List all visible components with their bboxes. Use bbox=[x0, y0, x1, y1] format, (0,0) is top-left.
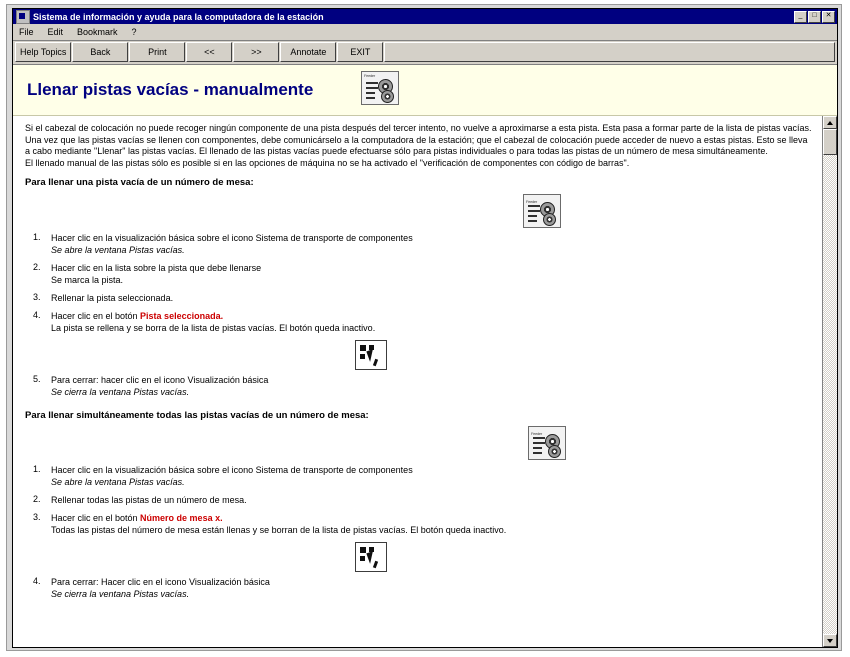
maximize-glyph: □ bbox=[812, 11, 817, 19]
icon-bar bbox=[533, 442, 545, 444]
help-text-body bbox=[13, 116, 822, 647]
step-content bbox=[51, 576, 812, 600]
icon-bar bbox=[533, 437, 545, 439]
step-content bbox=[51, 494, 812, 506]
annotate-button[interactable]: Annotate bbox=[280, 42, 336, 62]
step-sub-text: Se marca la pista. bbox=[51, 274, 124, 285]
minimize-button[interactable] bbox=[794, 11, 807, 23]
icon-caption: Feeder bbox=[531, 431, 542, 436]
chevron-up-icon bbox=[827, 121, 833, 125]
close-button[interactable] bbox=[822, 11, 835, 23]
step-number: 1. bbox=[33, 231, 41, 242]
scrollbar-track[interactable] bbox=[823, 129, 837, 634]
window-controls bbox=[794, 11, 835, 23]
list-item bbox=[25, 512, 812, 536]
icon-bar bbox=[528, 210, 540, 212]
step-sub-text: Se abre la ventana Pistas vacías. bbox=[51, 477, 185, 487]
basic-view-icon bbox=[355, 340, 387, 370]
steps-list-1-cont bbox=[25, 374, 812, 398]
header-icon-wrapper bbox=[361, 71, 399, 105]
step-content bbox=[51, 292, 812, 304]
step-main-text: Para cerrar: hacer clic en el icono Visualización básica bbox=[51, 374, 269, 385]
icon-block bbox=[360, 345, 366, 351]
icon-caption: Feeder bbox=[526, 198, 537, 204]
step-main-prefix: Hacer clic en el botón bbox=[51, 310, 141, 321]
gear-icon bbox=[548, 445, 561, 458]
steps-list-2-cont bbox=[25, 576, 812, 600]
scroll-up-button[interactable] bbox=[823, 116, 837, 129]
step-sub-text: Se cierra la ventana Pistas vacías. bbox=[51, 386, 190, 397]
scroll-down-button[interactable] bbox=[823, 634, 837, 647]
icon-bar bbox=[366, 97, 375, 99]
maximize-button[interactable] bbox=[808, 11, 821, 23]
icon-bar bbox=[366, 87, 378, 89]
icon-bar bbox=[533, 447, 542, 449]
step-number: 2. bbox=[33, 494, 41, 504]
icon-block bbox=[360, 556, 365, 561]
step-main-prefix: Hacer clic en el botón bbox=[51, 513, 141, 523]
step-number: 3. bbox=[33, 291, 41, 302]
section-heading-2: Para llenar simultáneamente todas las pistas vacías de un número de mesa: bbox=[25, 409, 369, 421]
scrollable-body bbox=[13, 116, 837, 647]
window-title: Sistema de información y ayuda para la computadora de la estación bbox=[33, 11, 324, 22]
list-item bbox=[25, 262, 812, 286]
help-book-icon bbox=[16, 10, 30, 24]
intro-paragraph-2: Una vez que las pistas vacías se llenen con componentes, debe comunicárselo a la computadora de la estación; que el cabezal de colocación puede acceder de nuevo a estas pistas. Esto se lleva a cabo mediante "Llenar" las pistas vacías. El llenado de las pistas vacías puede efectuarse sólo para pistas individuales o para todas las pistas de un número de mesa simultáneamente. bbox=[25, 134, 808, 156]
step-sub-text: Se abre la ventana Pistas vacías. bbox=[51, 244, 185, 255]
icon-block bbox=[360, 354, 365, 359]
toolbar-filler bbox=[384, 42, 835, 62]
menu-file[interactable]: File bbox=[19, 27, 34, 37]
step-sub-text: La pista se rellena y se borra de la lista de pistas vacías. El botón queda inactivo. bbox=[51, 322, 376, 333]
step-content bbox=[51, 374, 812, 398]
help-window bbox=[12, 8, 838, 648]
list-item bbox=[25, 292, 812, 304]
menu-edit[interactable]: Edit bbox=[47, 27, 64, 37]
icon-bar bbox=[528, 220, 537, 222]
close-glyph: ✕ bbox=[825, 11, 832, 19]
step-sub-text: Todas las pistas del número de mesa están llenas y se borran de la lista de pistas vacías. El botón queda inactivo. bbox=[51, 525, 507, 535]
step-main-text: Hacer clic en la visualización básica sobre el icono Sistema de transporte de componentes bbox=[51, 465, 413, 475]
previous-button[interactable]: << bbox=[186, 42, 232, 62]
step-sub-text: Se cierra la ventana Pistas vacías. bbox=[51, 589, 190, 599]
list-item bbox=[25, 374, 812, 398]
section-heading-1: Para llenar una pista vacía de un número de mesa: bbox=[25, 177, 254, 188]
menu-help[interactable]: ? bbox=[131, 27, 137, 37]
gear-icon bbox=[381, 90, 394, 103]
step-number: 4. bbox=[33, 576, 41, 586]
component-transport-system-icon bbox=[528, 426, 566, 460]
step-content bbox=[51, 464, 812, 488]
step-number: 5. bbox=[33, 373, 41, 384]
gear-icon bbox=[543, 213, 556, 226]
menu-bookmark[interactable]: Bookmark bbox=[77, 27, 118, 37]
icon-caption: Feeder bbox=[364, 73, 375, 78]
menubar bbox=[13, 24, 837, 41]
icon-bar bbox=[528, 205, 540, 207]
icon-bar bbox=[366, 92, 375, 94]
step-main-text: Rellenar la pista seleccionada. bbox=[51, 292, 174, 303]
document-header bbox=[13, 65, 837, 116]
content-area bbox=[13, 65, 837, 647]
exit-button[interactable]: EXIT bbox=[337, 42, 383, 62]
list-item bbox=[25, 464, 812, 488]
back-button[interactable]: Back bbox=[72, 42, 128, 62]
icon-bar bbox=[528, 215, 537, 217]
list-item bbox=[25, 576, 812, 600]
step-main-text: Rellenar todas las pistas de un número de mesa. bbox=[51, 495, 247, 505]
basic-view-icon bbox=[355, 542, 387, 572]
intro-paragraphs bbox=[25, 123, 812, 169]
step-main-text: Hacer clic en la visualización básica sobre el icono Sistema de transporte de componentes bbox=[51, 232, 413, 243]
step-button-name: Pista seleccionada. bbox=[140, 310, 224, 321]
minimize-glyph: _ bbox=[798, 11, 803, 19]
step-content bbox=[51, 512, 812, 536]
cursor-tail bbox=[373, 561, 378, 569]
intro-paragraph-3: El llenado manual de las pistas sólo es posible si en las opciones de máquina no se ha activado el "verificación de componentes con código de barras". bbox=[25, 157, 630, 168]
step-number: 3. bbox=[33, 512, 41, 522]
toolbar bbox=[13, 41, 837, 65]
page-title: Llenar pistas vacías - manualmente bbox=[27, 80, 314, 99]
intro-paragraph-1: Si el cabezal de colocación no puede recoger ningún componente de una pista después del tercer intento, no vuelve a aproximarse a esta pista. Esta pasa a formar parte de la lista de pistas vacías. bbox=[25, 123, 812, 133]
step-number: 2. bbox=[33, 261, 41, 272]
step-content bbox=[51, 310, 812, 334]
next-button[interactable]: >> bbox=[233, 42, 279, 62]
list-item bbox=[25, 494, 812, 506]
basic-view-icon-row-1 bbox=[25, 340, 812, 370]
step-number: 1. bbox=[33, 464, 41, 474]
component-transport-system-icon bbox=[523, 194, 561, 228]
step-content bbox=[51, 262, 812, 286]
icon-bar bbox=[366, 82, 378, 84]
print-button[interactable]: Print bbox=[129, 42, 185, 62]
list-item bbox=[25, 232, 812, 256]
component-transport-system-icon bbox=[361, 71, 399, 105]
step-button-name: Número de mesa x. bbox=[140, 513, 223, 523]
vertical-scrollbar[interactable] bbox=[822, 116, 837, 647]
step-content bbox=[51, 232, 812, 256]
help-topics-button[interactable]: Help Topics bbox=[15, 42, 71, 62]
step-main-text: Hacer clic en la lista sobre la pista que debe llenarse bbox=[51, 262, 262, 273]
step-number: 4. bbox=[33, 309, 41, 320]
section1-icon-row bbox=[25, 194, 812, 228]
chevron-down-icon bbox=[827, 639, 833, 643]
scrollbar-thumb[interactable] bbox=[823, 129, 837, 155]
window-titlebar[interactable] bbox=[13, 9, 837, 24]
steps-list-1 bbox=[25, 232, 812, 334]
list-item bbox=[25, 310, 812, 334]
icon-block bbox=[360, 547, 366, 553]
section2-icon-row bbox=[25, 426, 812, 460]
steps-list-2 bbox=[25, 464, 812, 536]
basic-view-icon-row-2 bbox=[25, 542, 812, 572]
icon-bar bbox=[533, 452, 542, 454]
step-main-text: Para cerrar: Hacer clic en el icono Visualización básica bbox=[51, 577, 270, 587]
